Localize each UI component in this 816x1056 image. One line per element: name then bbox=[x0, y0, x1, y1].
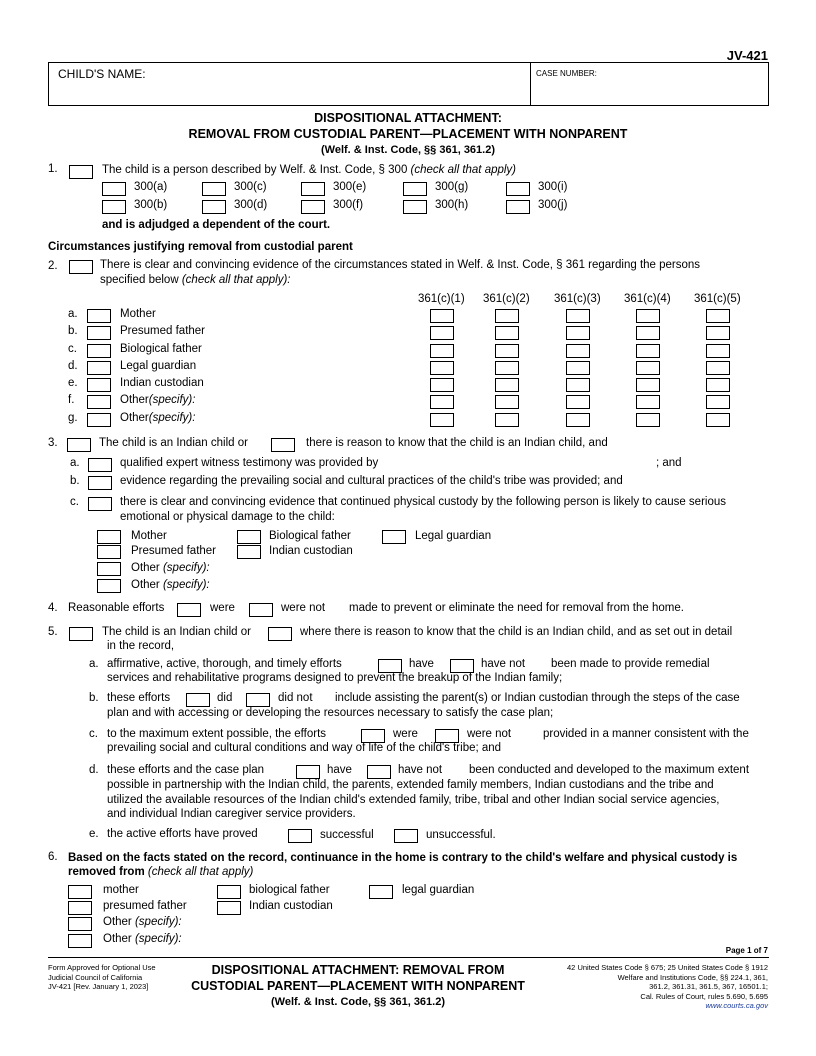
item2-361-c-5--checkbox[interactable] bbox=[706, 413, 730, 427]
item1-300h-checkbox[interactable] bbox=[403, 200, 427, 214]
item2-row-checkbox[interactable] bbox=[87, 395, 111, 409]
title-line2: REMOVAL FROM CUSTODIAL PARENT—PLACEMENT WITH NONPARENT bbox=[188, 127, 628, 141]
item5d-have-not-checkbox[interactable] bbox=[367, 765, 391, 779]
item2-361-c-2--checkbox[interactable] bbox=[495, 413, 519, 427]
item2-361-c-4--checkbox[interactable] bbox=[636, 413, 660, 427]
item2-row-label: Mother bbox=[120, 308, 156, 320]
item5d-have-label: have bbox=[327, 764, 352, 776]
item5a-have-not-label: have not bbox=[481, 658, 526, 670]
item5a-text3: services and rehabilitative programs designed to prevent the breakup of the Indian family; bbox=[107, 672, 563, 684]
item1-300g-checkbox[interactable] bbox=[403, 182, 427, 196]
footer-title-line2: CUSTODIAL PARENT—PLACEMENT WITH NONPARENT bbox=[191, 979, 525, 993]
item5e-unsuccessful-label: unsuccessful. bbox=[426, 829, 496, 841]
item1-300j-checkbox[interactable] bbox=[506, 200, 530, 214]
item6-mother-checkbox[interactable] bbox=[68, 885, 92, 899]
circumstances-heading: Circumstances justifying removal from custodial parent bbox=[48, 241, 353, 253]
column-361c1: 361(c)(1) bbox=[418, 293, 465, 305]
item3c-line2: emotional or physical damage to the child: bbox=[120, 511, 335, 523]
footer-left-line2: Judicial Council of California bbox=[48, 972, 143, 982]
item2-row-letter: e. bbox=[68, 377, 78, 389]
item5b-text3: plan and with accessing or developing the resources necessary to satisfy the case plan; bbox=[107, 707, 554, 719]
item5b-did-checkbox[interactable] bbox=[186, 693, 210, 707]
item3c-other1-checkbox[interactable] bbox=[97, 562, 121, 576]
item3c-other1-label: Other (specify): bbox=[131, 562, 210, 574]
item3c-presumed-father-label: Presumed father bbox=[131, 545, 217, 557]
item3c-mother-checkbox[interactable] bbox=[97, 530, 121, 544]
footer-right-line3: 361.2, 361.31, 361.5, 367, 16501.1; bbox=[649, 982, 768, 991]
item1-300e-label: 300(e) bbox=[333, 181, 367, 193]
header-divider bbox=[530, 63, 531, 105]
item2-361-c-4--checkbox[interactable] bbox=[636, 309, 660, 323]
item5c-were-checkbox[interactable] bbox=[361, 729, 385, 743]
item5-text2: where there is reason to know that the child is an Indian child, and as set out in detail bbox=[300, 626, 733, 638]
item1-300a-checkbox[interactable] bbox=[102, 182, 126, 196]
item1-300d-label: 300(d) bbox=[234, 199, 268, 211]
item2-361-c-3--checkbox[interactable] bbox=[566, 309, 590, 323]
item2-361-c-1--checkbox[interactable] bbox=[430, 395, 454, 409]
item6-other2-checkbox[interactable] bbox=[68, 934, 92, 948]
item2-361-c-1--checkbox[interactable] bbox=[430, 413, 454, 427]
item3a-letter: a. bbox=[70, 457, 80, 469]
item6-number: 6. bbox=[48, 851, 58, 863]
item5c-were-label: were bbox=[393, 728, 418, 740]
item2-line2: specified below (check all that apply): bbox=[100, 274, 291, 286]
item6-indian-custodian-checkbox[interactable] bbox=[217, 901, 241, 915]
item5b-did-not-label: did not bbox=[278, 692, 313, 704]
item2-361-c-5--checkbox[interactable] bbox=[706, 395, 730, 409]
column-361c3: 361(c)(3) bbox=[554, 293, 601, 305]
item3a-checkbox[interactable] bbox=[88, 458, 112, 472]
childs-name-label: CHILD'S NAME: bbox=[58, 67, 146, 81]
item6-biological-father-checkbox[interactable] bbox=[217, 885, 241, 899]
item5d-text1: these efforts and the case plan bbox=[107, 764, 265, 776]
item3a-text: qualified expert witness testimony was provided by bbox=[120, 457, 379, 469]
item2-361-c-1--checkbox[interactable] bbox=[430, 309, 454, 323]
item1-300b-checkbox[interactable] bbox=[102, 200, 126, 214]
item2-row-checkbox[interactable] bbox=[87, 378, 111, 392]
title-line1: DISPOSITIONAL ATTACHMENT: bbox=[314, 111, 502, 125]
item5b-did-not-checkbox[interactable] bbox=[246, 693, 270, 707]
item2-row-label: Other(specify): bbox=[120, 412, 196, 424]
column-361c4: 361(c)(4) bbox=[624, 293, 671, 305]
item5d-text5: and individual Indian caregiver service providers. bbox=[107, 808, 356, 820]
footer-rule bbox=[48, 957, 769, 958]
item3b-text: evidence regarding the prevailing social and cultural practices of the child's tribe was provided; and bbox=[120, 475, 623, 487]
footer-right-line1: 42 United States Code § 675; 25 United States Code § 1912 bbox=[567, 963, 768, 972]
item1-300e-checkbox[interactable] bbox=[301, 182, 325, 196]
item1-text: The child is a person described by Welf. & Inst. Code, § 300 (check all that apply) bbox=[102, 164, 517, 176]
item1-300i-label: 300(i) bbox=[538, 181, 568, 193]
item2-361-c-4--checkbox[interactable] bbox=[636, 378, 660, 392]
footer-title-line1: DISPOSITIONAL ATTACHMENT: REMOVAL FROM bbox=[211, 963, 505, 977]
item6-biological-father-label: biological father bbox=[249, 884, 330, 896]
item5e-unsuccessful-checkbox[interactable] bbox=[394, 829, 418, 843]
item2-361-c-5--checkbox[interactable] bbox=[706, 378, 730, 392]
item5d-letter: d. bbox=[89, 764, 99, 776]
item2-361-c-5--checkbox[interactable] bbox=[706, 309, 730, 323]
footer-left-line1: Form Approved for Optional Use bbox=[48, 963, 156, 972]
item1-300f-checkbox[interactable] bbox=[301, 200, 325, 214]
item2-361-c-3--checkbox[interactable] bbox=[566, 378, 590, 392]
item1-number: 1. bbox=[48, 163, 58, 175]
header-box bbox=[48, 62, 769, 106]
item5d-text3: possible in partnership with the Indian child, the parents, extended family members, Indian custodians and the tribe and bbox=[107, 779, 714, 791]
item1-300h-label: 300(h) bbox=[435, 199, 469, 211]
item5a-have-checkbox[interactable] bbox=[378, 659, 402, 673]
item3c-letter: c. bbox=[70, 496, 79, 508]
item2-361-c-1--checkbox[interactable] bbox=[430, 378, 454, 392]
item2-row-label: Indian custodian bbox=[120, 377, 204, 389]
item2-row-letter: c. bbox=[68, 343, 77, 355]
item2-361-c-2--checkbox[interactable] bbox=[495, 395, 519, 409]
item6-legal-guardian-label: legal guardian bbox=[402, 884, 475, 896]
item3c-line1: there is clear and convincing evidence that continued physical custody by the following person is likely to cause serious bbox=[120, 496, 727, 508]
item5c-were-not-checkbox[interactable] bbox=[435, 729, 459, 743]
column-361c5: 361(c)(5) bbox=[694, 293, 741, 305]
item6-other1-label: Other (specify): bbox=[103, 916, 182, 928]
item6-other2-label: Other (specify): bbox=[103, 933, 182, 945]
item1-300c-label: 300(c) bbox=[234, 181, 267, 193]
title-line3: (Welf. & Inst. Code, §§ 361, 361.2) bbox=[320, 144, 496, 156]
item2-row-checkbox[interactable] bbox=[87, 309, 111, 323]
footer-right bbox=[567, 963, 768, 1011]
item5d-text2: been conducted and developed to the maximum extent bbox=[469, 764, 750, 776]
item2-row-letter: a. bbox=[68, 308, 78, 320]
item3-indian-child-checkbox[interactable] bbox=[67, 438, 91, 452]
item6-line1: Based on the facts stated on the record, continuance in the home is contrary to the child's welfare and physical custody is bbox=[68, 852, 738, 864]
item3c-biological-father-label: Biological father bbox=[269, 530, 351, 542]
item5-reason-to-know-checkbox[interactable] bbox=[268, 627, 292, 641]
item5b-text1: these efforts bbox=[107, 692, 171, 704]
item5a-have-not-checkbox[interactable] bbox=[450, 659, 474, 673]
item3c-legal-guardian-label: Legal guardian bbox=[415, 530, 492, 542]
item2-number: 2. bbox=[48, 260, 58, 272]
item4-were-label: were bbox=[210, 602, 235, 614]
item1-adjudged: and is adjudged a dependent of the court. bbox=[102, 219, 331, 231]
item3c-indian-custodian-checkbox[interactable] bbox=[237, 545, 261, 559]
item2-361-c-2--checkbox[interactable] bbox=[495, 361, 519, 375]
item2-row-label: Presumed father bbox=[120, 325, 206, 337]
item1-300b-label: 300(b) bbox=[134, 199, 168, 211]
item6-indian-custodian-label: Indian custodian bbox=[249, 900, 333, 912]
item2-line1: There is clear and convincing evidence of the circumstances stated in Welf. & Inst. Code, § 361 regarding the persons bbox=[100, 259, 701, 271]
item2-row-letter: f. bbox=[68, 394, 75, 406]
item5c-letter: c. bbox=[89, 728, 98, 740]
item3c-biological-father-checkbox[interactable] bbox=[237, 530, 261, 544]
item5b-letter: b. bbox=[89, 692, 99, 704]
item2-row-checkbox[interactable] bbox=[87, 326, 111, 340]
item1-300d-checkbox[interactable] bbox=[202, 200, 226, 214]
item5a-text1: affirmative, active, thorough, and timely efforts bbox=[107, 658, 342, 670]
form-id: JV-421 bbox=[726, 48, 768, 63]
item2-361-c-5--checkbox[interactable] bbox=[706, 326, 730, 340]
item5d-have-checkbox[interactable] bbox=[296, 765, 320, 779]
item2-361-c-5--checkbox[interactable] bbox=[706, 361, 730, 375]
item5b-text2: include assisting the parent(s) or Indian custodian through the steps of the case bbox=[335, 692, 740, 704]
item4-were-checkbox[interactable] bbox=[177, 603, 201, 617]
item5b-did-label: did bbox=[217, 692, 233, 704]
item3-number: 3. bbox=[48, 437, 58, 449]
item2-361-c-1--checkbox[interactable] bbox=[430, 361, 454, 375]
item1-300i-checkbox[interactable] bbox=[506, 182, 530, 196]
item4-text1: Reasonable efforts bbox=[68, 602, 165, 614]
item2-361-c-2--checkbox[interactable] bbox=[495, 378, 519, 392]
item6-presumed-father-label: presumed father bbox=[103, 900, 187, 912]
item2-row-label: Legal guardian bbox=[120, 360, 197, 372]
item5e-letter: e. bbox=[89, 828, 99, 840]
item4-number: 4. bbox=[48, 602, 58, 614]
item3c-other2-label: Other (specify): bbox=[131, 579, 210, 591]
page-number: Page 1 of 7 bbox=[725, 946, 768, 955]
item3-reason-to-know-checkbox[interactable] bbox=[271, 438, 295, 452]
item5-number: 5. bbox=[48, 626, 58, 638]
item3c-mother-label: Mother bbox=[131, 530, 167, 542]
footer-title-line3: (Welf. & Inst. Code, §§ 361, 361.2) bbox=[270, 996, 446, 1008]
footer-left-line3: JV-421 [Rev. January 1, 2023] bbox=[48, 982, 149, 991]
item3b-checkbox[interactable] bbox=[88, 476, 112, 490]
item2-361-c-2--checkbox[interactable] bbox=[495, 309, 519, 323]
item6-mother-label: mother bbox=[103, 884, 139, 896]
item3a-end: ; and bbox=[656, 457, 682, 469]
footer-right-line2: Welfare and Institutions Code, §§ 224.1, 361, bbox=[617, 972, 768, 982]
item6-legal-guardian-checkbox[interactable] bbox=[369, 885, 393, 899]
item3c-other2-checkbox[interactable] bbox=[97, 579, 121, 593]
item2-361-c-5--checkbox[interactable] bbox=[706, 344, 730, 358]
childs-name-field[interactable] bbox=[169, 81, 519, 101]
item5d-have-not-label: have not bbox=[398, 764, 443, 776]
item2-361-c-2--checkbox[interactable] bbox=[495, 326, 519, 340]
item1-300a-label: 300(a) bbox=[134, 181, 168, 193]
item5c-text2: provided in a manner consistent with the bbox=[543, 728, 749, 740]
item3c-legal-guardian-checkbox[interactable] bbox=[382, 530, 406, 544]
item1-300g-label: 300(g) bbox=[435, 181, 469, 193]
item1-300c-checkbox[interactable] bbox=[202, 182, 226, 196]
item1-300j-label: 300(j) bbox=[538, 199, 568, 211]
item2-361-c-3--checkbox[interactable] bbox=[566, 326, 590, 340]
item2-361-c-1--checkbox[interactable] bbox=[430, 344, 454, 358]
item2-row-letter: b. bbox=[68, 325, 78, 337]
item2-row-checkbox[interactable] bbox=[87, 361, 111, 375]
item2-361-c-3--checkbox[interactable] bbox=[566, 395, 590, 409]
item5-indian-child-checkbox[interactable] bbox=[69, 627, 93, 641]
item5e-text1: the active efforts have proved bbox=[107, 828, 258, 840]
item2-row-letter: g. bbox=[68, 412, 78, 424]
item6-other1-checkbox[interactable] bbox=[68, 917, 92, 931]
item5a-letter: a. bbox=[89, 658, 99, 670]
item1-300f-label: 300(f) bbox=[333, 199, 364, 211]
case-number-label: CASE NUMBER: bbox=[536, 69, 597, 78]
item5c-text1: to the maximum extent possible, the efforts bbox=[107, 728, 327, 740]
item2-row-checkbox[interactable] bbox=[87, 344, 111, 358]
item5-text3: in the record, bbox=[107, 640, 175, 652]
item2-361-c-3--checkbox[interactable] bbox=[566, 344, 590, 358]
item2-361-c-4--checkbox[interactable] bbox=[636, 326, 660, 340]
item5a-have-label: have bbox=[409, 658, 434, 670]
item4-were-not-checkbox[interactable] bbox=[249, 603, 273, 617]
item3b-letter: b. bbox=[70, 475, 80, 487]
item2-361-c-3--checkbox[interactable] bbox=[566, 413, 590, 427]
item3-text1: The child is an Indian child or bbox=[99, 437, 248, 449]
item5c-were-not-label: were not bbox=[467, 728, 512, 740]
column-361c2: 361(c)(2) bbox=[483, 293, 530, 305]
item6-presumed-father-checkbox[interactable] bbox=[68, 901, 92, 915]
item2-row-checkbox[interactable] bbox=[87, 413, 111, 427]
item3c-indian-custodian-label: Indian custodian bbox=[269, 545, 353, 557]
item5c-text3: prevailing social and cultural conditions and way of life of the child's tribe; and bbox=[107, 742, 502, 754]
item2-361-c-3--checkbox[interactable] bbox=[566, 361, 590, 375]
item2-361-c-4--checkbox[interactable] bbox=[636, 344, 660, 358]
item2-361-c-2--checkbox[interactable] bbox=[495, 344, 519, 358]
item3c-presumed-father-checkbox[interactable] bbox=[97, 545, 121, 559]
item2-361-c-4--checkbox[interactable] bbox=[636, 361, 660, 375]
item2-row-label: Other(specify): bbox=[120, 394, 196, 406]
item5a-text2: been made to provide remedial bbox=[551, 658, 710, 670]
footer-title bbox=[168, 962, 548, 1010]
footer-right-line4: Cal. Rules of Court, rules 5.690, 5.695 bbox=[640, 991, 768, 1001]
item4-were-not-label: were not bbox=[281, 602, 326, 614]
item2-row-label: Biological father bbox=[120, 343, 202, 355]
item5e-successful-label: successful bbox=[320, 829, 374, 841]
item4-text2: made to prevent or eliminate the need for removal from the home. bbox=[349, 602, 684, 614]
item5-text1: The child is an Indian child or bbox=[102, 626, 251, 638]
item3a-witness-field[interactable] bbox=[395, 456, 653, 472]
item3c-checkbox[interactable] bbox=[88, 497, 112, 511]
item6-line2: removed from (check all that apply) bbox=[68, 866, 254, 878]
item2-361-c-1--checkbox[interactable] bbox=[430, 326, 454, 340]
case-number-field[interactable] bbox=[539, 81, 759, 101]
item2-361-c-4--checkbox[interactable] bbox=[636, 395, 660, 409]
item5e-successful-checkbox[interactable] bbox=[288, 829, 312, 843]
footer-left bbox=[48, 963, 156, 992]
courts-link[interactable]: www.courts.ca.gov bbox=[705, 1001, 768, 1010]
item1-checkbox[interactable] bbox=[69, 165, 93, 179]
item3-text2: there is reason to know that the child is an Indian child, and bbox=[306, 437, 608, 449]
item5d-text4: utilized the available resources of the Indian child's extended family, tribe, tribal and other Indian social service agencies, bbox=[107, 794, 720, 806]
item2-row-letter: d. bbox=[68, 360, 78, 372]
item2-checkbox[interactable] bbox=[69, 260, 93, 274]
